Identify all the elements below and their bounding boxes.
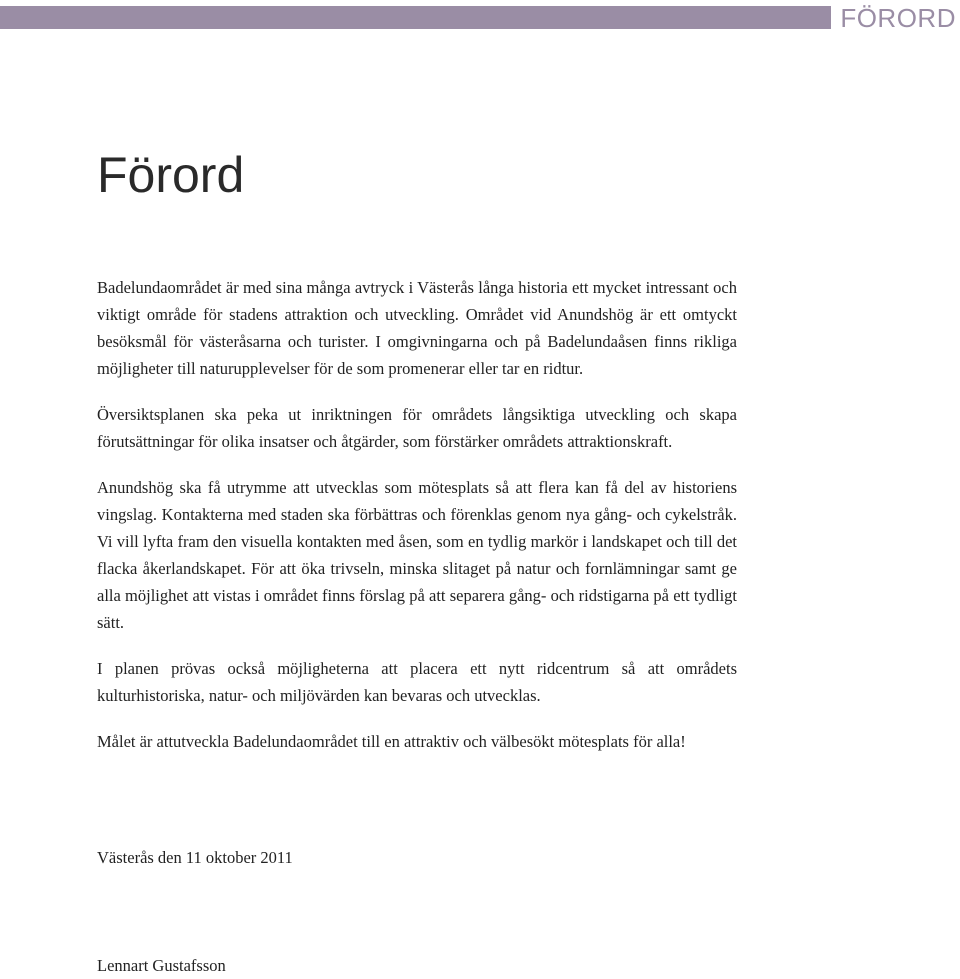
signature-name: Lennart Gustafsson xyxy=(97,956,226,975)
paragraph-4: I planen prövas också möjligheterna att placera ett nytt ridcentrum så att områdets kulturhistoriska, natur- och miljövärden kan bevaras och utvecklas. xyxy=(97,659,737,705)
signoff-date: Västerås den 11 oktober 2011 xyxy=(97,848,293,867)
paragraph-5: Målet är attutveckla Badelundaområdet till en attraktiv och välbesökt mötesplats för alla! xyxy=(97,732,686,751)
body-text xyxy=(97,274,737,755)
section-label: FÖRORD xyxy=(840,3,956,33)
paragraph-1: Badelundaområdet är med sina många avtryck i Västerås långa historia ett mycket intressant och viktigt område för stadens attraktion och utveckling. Området vid Anundshög är ett omtyckt besöksmål för västeråsarna och turister. I omgivningarna och på Badelundaåsen finns rikliga möjligheter till naturupplevelser för de som promenerar eller tar en ridtur. xyxy=(97,278,737,378)
paragraph-3: Anundshög ska få utrymme att utvecklas som mötesplats så att flera kan få del av historiens vingslag. Kontakterna med staden ska förbättras och förenklas genom nya gång- och cykelstråk. Vi vill lyfta fram den visuella kontakten med åsen, som en tydlig markör i landskapet och till det flacka åkerlandskapet. För att öka trivseln, minska slitaget på natur och fornlämningar samt ge alla möjlighet att vistas i området finns förslag på att separera gång- och ridstigarna på ett tydligt sätt. xyxy=(97,478,737,632)
header-band xyxy=(0,6,831,29)
paragraph-2: Översiktsplanen ska peka ut inriktningen för områdets långsiktiga utveckling och skapa förutsättningar för olika insatser och åtgärder, som förstärker områdets attraktionskraft. xyxy=(97,405,737,451)
page-title: Förord xyxy=(97,147,245,203)
